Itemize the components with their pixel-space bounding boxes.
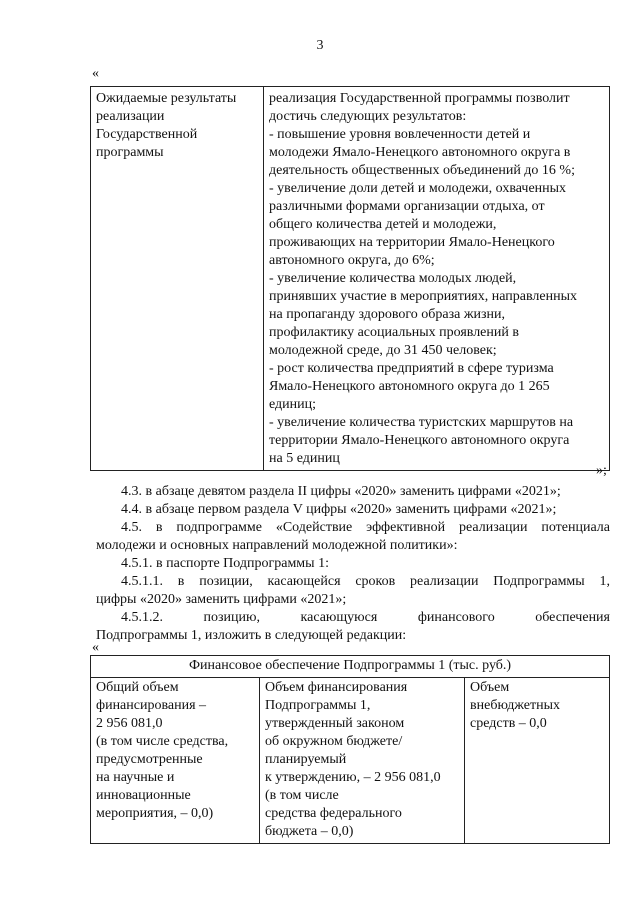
results-line: профилактику асоциальных проявлений в	[269, 325, 519, 340]
paragraph-4-3: 4.3. в абзаце девятом раздела II цифры «2020» заменить цифрами «2021»;	[121, 484, 561, 499]
finance-extrabudget-lines	[470, 679, 604, 733]
finance-budget-lines	[265, 679, 459, 841]
finance-total-line: мероприятия, – 0,0)	[96, 806, 214, 821]
finance-budget-line: Объем финансирования	[265, 680, 408, 695]
results-line: - увеличение доли детей и молодежи, охваченных	[269, 181, 567, 196]
results-line: принявших участие в мероприятиях, направленных	[269, 289, 577, 304]
finance-budget-line: (в том числе	[265, 788, 339, 803]
finance-extrabudget-line: внебюджетных	[470, 698, 561, 713]
finance-budget-line: к утверждению, – 2 956 081,0	[265, 770, 441, 785]
finance-budget-line: бюджета – 0,0)	[265, 824, 354, 839]
opening-quote: «	[92, 66, 99, 81]
paragraph-4-5-1-2-line1: 4.5.1.2. позицию, касающуюся финансового обеспечения	[121, 610, 610, 625]
opening-quote-2: «	[92, 640, 99, 655]
results-content-cell	[264, 87, 610, 471]
finance-extrabudget-line: Объем	[470, 680, 510, 695]
results-line: достичь следующих результатов:	[269, 109, 467, 124]
results-line: молодежной среде, до 31 450 человек;	[269, 343, 497, 358]
paragraph-4-5-line1: 4.5. в подпрограмме «Содействие эффективной реализации потенциала	[121, 520, 610, 535]
results-line: - увеличение количества молодых людей,	[269, 271, 517, 286]
finance-budget-line: Подпрограммы 1,	[265, 698, 371, 713]
results-line: деятельность общественных объединений до 16 %;	[269, 163, 575, 178]
paragraph-4-5-1-1-line2: цифры «2020» заменить цифрами «2021»;	[96, 592, 347, 607]
finance-table-header: Финансовое обеспечение Подпрограммы 1 (тыс. руб.)	[91, 656, 610, 678]
closing-quote: »;	[596, 463, 607, 478]
finance-extrabudget-cell	[465, 678, 610, 844]
finance-total-line: на научные и	[96, 770, 175, 785]
expected-results-table	[90, 86, 610, 471]
results-line: - повышение уровня вовлеченности детей и	[269, 127, 531, 142]
paragraph-4-4: 4.4. в абзаце первом раздела V цифры «2020» заменить цифрами «2021»;	[121, 502, 557, 517]
results-lines	[269, 90, 604, 468]
finance-total-line: финансирования –	[96, 698, 207, 713]
finance-budget-cell	[260, 678, 465, 844]
paragraph-4-5-1: 4.5.1. в паспорте Подпрограммы 1:	[121, 556, 329, 571]
results-line: территории Ямало-Ненецкого автономного округа	[269, 433, 570, 448]
results-label: Ожидаемые результаты реализации Государственной программы	[96, 91, 237, 160]
finance-budget-line: утвержденный законом	[265, 716, 405, 731]
finance-total-line: 2 956 081,0	[96, 716, 163, 731]
results-line: - увеличение количества туристских маршрутов на	[269, 415, 574, 430]
results-line: Ямало-Ненецкого автономного округа до 1 265	[269, 379, 550, 394]
finance-total-line: (в том числе средства,	[96, 734, 229, 749]
finance-extrabudget-line: средств – 0,0	[470, 716, 547, 731]
results-line: проживающих на территории Ямало-Ненецкого	[269, 235, 555, 250]
results-line: на 5 единиц	[269, 451, 340, 466]
results-line: различными формами организации отдыха, от	[269, 199, 545, 214]
results-line: на пропаганду здорового образа жизни,	[269, 307, 506, 322]
finance-budget-line: средства федерального	[265, 806, 402, 821]
paragraph-4-5-1-1-line1: 4.5.1.1. в позиции, касающейся сроков реализации Подпрограммы 1,	[121, 574, 610, 589]
finance-total-lines	[96, 679, 254, 823]
finance-table	[90, 655, 610, 844]
finance-total-line: инновационные	[96, 788, 191, 803]
paragraph-4-5-1-2-line2: Подпрограммы 1, изложить в следующей редакции:	[96, 628, 407, 643]
results-line: автономного округа, до 6%;	[269, 253, 435, 268]
results-line: реализация Государственной программы позволит	[269, 91, 570, 106]
finance-total-line: Общий объем	[96, 680, 179, 695]
results-line: общего количества детей и молодежи,	[269, 217, 497, 232]
results-line: единиц;	[269, 397, 317, 412]
results-line: молодежи Ямало-Ненецкого автономного округа в	[269, 145, 571, 160]
finance-budget-line: об окружном бюджете/	[265, 734, 403, 749]
finance-total-line: предусмотренные	[96, 752, 203, 767]
results-line: - рост количества предприятий в сфере туризма	[269, 361, 554, 376]
page-number: 3	[316, 38, 324, 53]
finance-total-cell	[91, 678, 260, 844]
results-label-cell	[91, 87, 264, 471]
paragraph-4-5-line2: молодежи и основных направлений молодежной политики»:	[96, 538, 458, 553]
finance-budget-line: планируемый	[265, 752, 347, 767]
